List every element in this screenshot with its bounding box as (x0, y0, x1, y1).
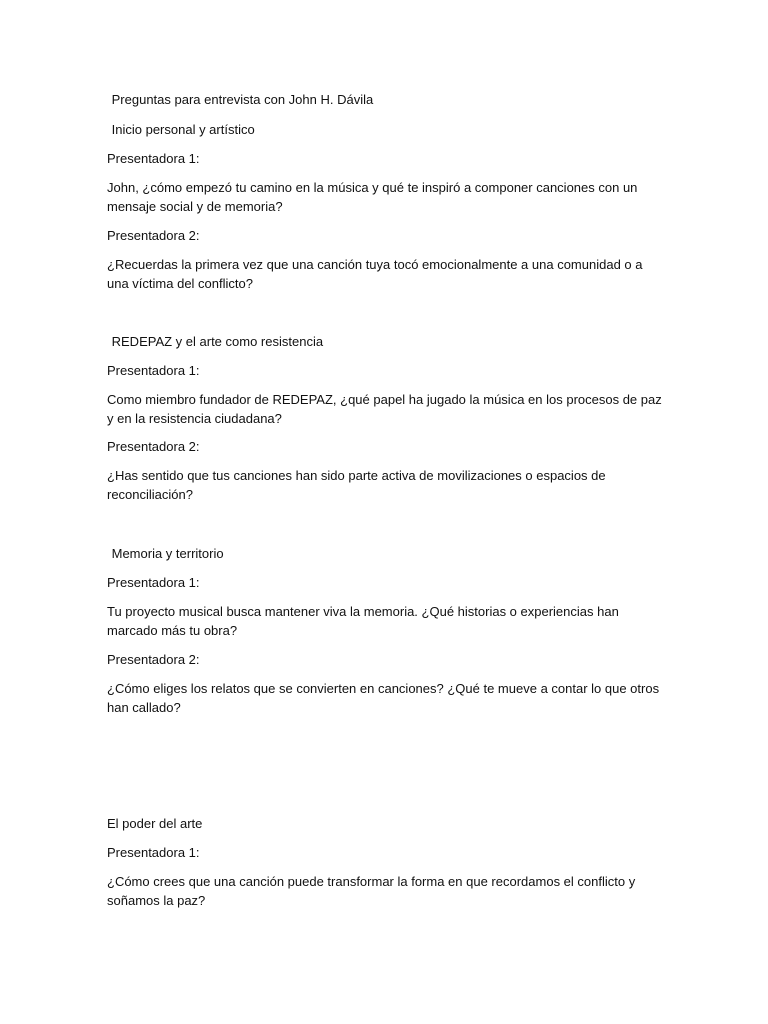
document-title: Preguntas para entrevista con John H. Dávila (108, 92, 374, 107)
speaker-label: Presentadora 2: (107, 439, 200, 454)
speaker-label: Presentadora 2: (107, 228, 200, 243)
section-heading: Inicio personal y artístico (108, 122, 255, 137)
speaker-label: Presentadora 1: (107, 845, 200, 860)
speaker-label: Presentadora 1: (107, 363, 200, 378)
speaker-label: Presentadora 1: (107, 575, 200, 590)
question-text: ¿Has sentido que tus canciones han sido parte activa de movilizaciones o espacios de reconciliación? (107, 468, 610, 502)
question-text: Como miembro fundador de REDEPAZ, ¿qué papel ha jugado la música en los procesos de paz y en la resistencia ciudadana? (107, 392, 666, 426)
section-heading: El poder del arte (107, 816, 203, 831)
question-text: ¿Cómo eliges los relatos que se convierten en canciones? ¿Qué te mueve a contar lo que otros han callado? (107, 681, 663, 715)
question-text: John, ¿cómo empezó tu camino en la música y qué te inspiró a componer canciones con un mensaje social y de memoria? (107, 180, 642, 214)
question-text: Tu proyecto musical busca mantener viva la memoria. ¿Qué historias o experiencias han marcado más tu obra? (107, 604, 623, 638)
speaker-label: Presentadora 1: (107, 151, 200, 166)
question-text: ¿Cómo crees que una canción puede transformar la forma en que recordamos el conflicto y soñamos la paz? (107, 874, 639, 908)
question-text: ¿Recuerdas la primera vez que una canción tuya tocó emocionalmente a una comunidad o a una víctima del conflicto? (107, 257, 647, 291)
section-heading: Memoria y territorio (108, 546, 224, 561)
section-heading: REDEPAZ y el arte como resistencia (108, 334, 324, 349)
speaker-label: Presentadora 2: (107, 652, 200, 667)
